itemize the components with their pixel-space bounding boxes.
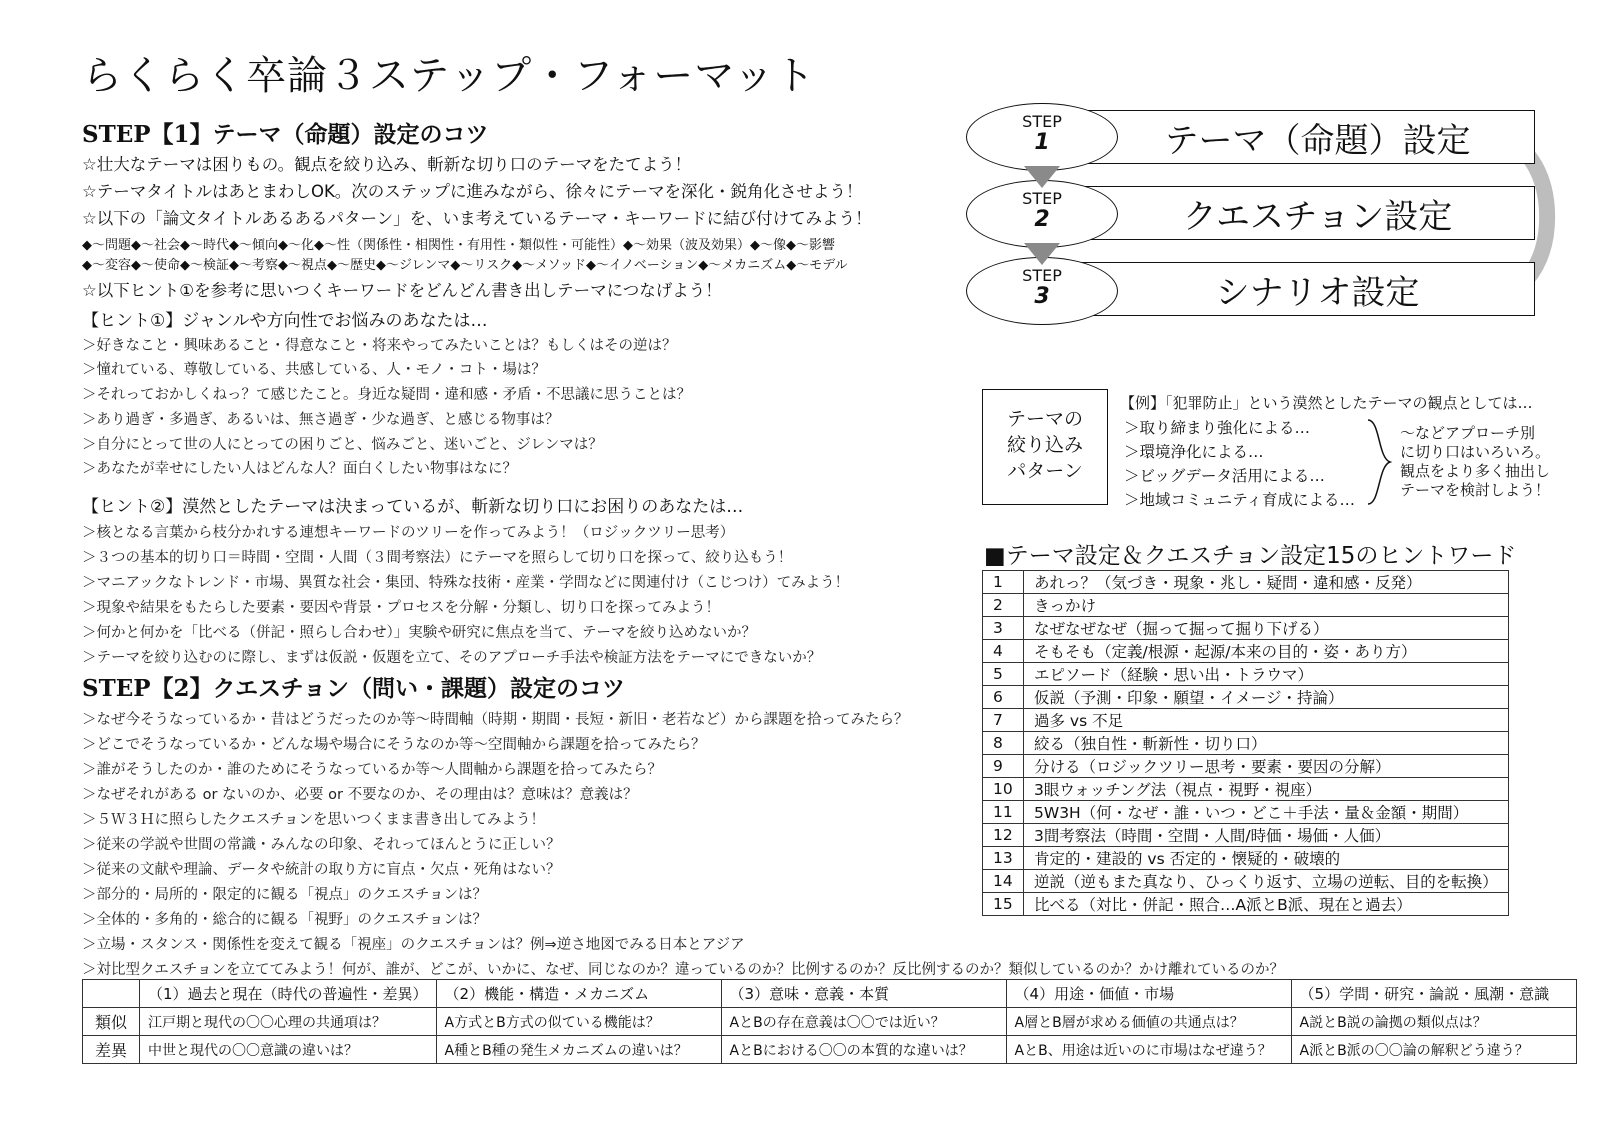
pattern-example-item: ＞地域コミュニティ育成による… [1124,491,1355,509]
step-box-3: シナリオ設定 [1040,262,1535,316]
hint2-item: ＞何かと何かを「比べる（併記・照らし合わせ）」実験や研究に焦点を当て、テーマを絞り込めないか？ [82,625,756,641]
hint-word-text: 3間考察法（時間・空間・人間/時価・場価・人価） [1024,824,1509,847]
hint-word-number: 6 [983,686,1024,709]
comparison-cell: A方式とB方式の似ている機能は？ [436,1008,721,1036]
hint-word-number: 7 [983,709,1024,732]
step-label: STEP [1022,266,1062,285]
comparison-cell: A層とB層が求める価値の共通点は？ [1006,1008,1291,1036]
hint-word-row [983,640,1509,663]
comparison-question-table [82,979,1577,1064]
hint-word-text: そもそも（定義/根源・起源/本来の目的・姿・あり方） [1024,640,1509,663]
comparison-cell: AとBにおける〇〇の本質的な違いは？ [721,1036,1006,1064]
hint1-item: ＞好きなこと・興味あること・得意なこと・将来やってみたいことは？もしくはその逆は？ [82,338,677,354]
hint-word-row [983,778,1509,801]
hint-word-number: 4 [983,640,1024,663]
hint-word-number: 13 [983,847,1024,870]
comparison-header-cell: （3）意味・意義・本質 [721,980,1006,1008]
step-box-1: テーマ（命題）設定 [1040,110,1535,164]
comparison-row-label: 類似 [83,1008,140,1036]
comparison-row [83,1008,1577,1036]
pattern-box-line: 絞り込み [1006,434,1083,456]
comparison-cell: A派とB派の〇〇論の解釈どう違う？ [1291,1036,1576,1064]
hint2-item: ＞現象や結果をもたらした要素・要因や背景・プロセスを分解・分類し、切り口を探ってみよう！ [82,600,720,616]
hint-intro: ☆以下ヒント①を参考に思いつくキーワードをどんどん書き出しテーマにつなげよう！ [82,281,722,300]
hint-word-row [983,824,1509,847]
step2-item: ＞なぜそれがある or ないのか、必要 or 不要なのか、その理由は？意味は？意義は？ [82,787,638,803]
comparison-cell: 中世と現代の〇〇意識の違いは？ [140,1036,437,1064]
pattern-example-title: 【例】「犯罪防止」という漠然としたテーマの観点としては… [1120,394,1533,412]
hint-word-number: 8 [983,732,1024,755]
page-title: らくらく卒論３ステップ・フォーマット [82,53,816,99]
hint-word-row [983,801,1509,824]
pattern-note-line: 観点をより多く抽出し [1400,462,1551,480]
comparison-cell: AとBの存在意義は〇〇では近い？ [721,1008,1006,1036]
step2-item: ＞どこでそうなっているか・どんな場や場合にそうなのか等〜空間軸から課題を拾ってみたら？ [82,737,706,753]
pattern-note [1400,424,1550,500]
hint1-item: ＞憧れている、尊敬している、共感している、人・モノ・コト・場は？ [82,362,546,378]
hint-word-text: 逆説（逆もまた真なり、ひっくり返す、立場の逆転、目的を転換） [1024,870,1509,893]
hint1-title: 【ヒント①】ジャンルや方向性でお悩みのあなたは… [82,311,488,331]
hint-word-row [983,686,1509,709]
pattern-note-line: テーマを検討しよう！ [1400,481,1551,499]
comparison-row-label: 差異 [83,1036,140,1064]
comparison-header-row [83,980,1577,1008]
comparison-header-cell: （1）過去と現在（時代の普遍性・差異） [140,980,437,1008]
hint-word-row [983,709,1509,732]
hint1-item: ＞それっておかしくねっ？て感じたこと。身近な疑問・違和感・矛盾・不思議に思うことは？ [82,387,691,403]
hint-word-number: 2 [983,594,1024,617]
hint-words-table [982,570,1509,916]
hint-word-number: 10 [983,778,1024,801]
step2-item: ＞部分的・局所的・限定的に観る「視点」のクエスチョンは？ [82,887,487,903]
hint-word-number: 1 [983,571,1024,594]
step2-item: ＞なぜ今そうなっているか・昔はどうだったのか等〜時間軸（時期・期間・長短・新旧・老若など）から課題を拾ってみたら？ [82,712,909,728]
comparison-header-cell [83,980,140,1008]
pattern-note-line: に切り口はいろいろ。 [1400,443,1551,461]
hint2-title: 【ヒント②】漠然としたテーマは決まっているが、斬新な切り口にお困りのあなたは… [82,497,744,517]
hint-word-text: 比べる（対比・併記・照合…A派とB派、現在と過去） [1024,893,1509,916]
hint-word-number: 15 [983,893,1024,916]
comparison-row [83,1036,1577,1064]
step-oval-3 [966,257,1118,325]
pattern-example-item: ＞環境浄化による… [1124,443,1264,461]
down-arrow-icon [1024,243,1060,265]
hint1-item: ＞あなたが幸せにしたい人はどんな人？面白くしたい物事はなに？ [82,461,517,477]
step2-item: ＞全体的・多角的・総合的に観る「視野」のクエスチョンは？ [82,912,487,928]
hint1-item: ＞自分にとって世の人にとっての困りごと、悩みごと、迷いごと、ジレンマは？ [82,437,603,453]
comparison-cell: A種とB種の発生メカニズムの違いは？ [436,1036,721,1064]
comparison-header-cell: （4）用途・価値・市場 [1006,980,1291,1008]
step-label: STEP [1022,112,1062,131]
pattern-box-line: テーマの [1006,408,1083,430]
step-box-2: クエスチョン設定 [1040,186,1535,240]
title-pattern-line-1: ◆〜問題◆〜社会◆〜時代◆〜傾向◆〜化◆〜性（関係性・相関性・有用性・類似性・可能性）◆〜効果（波及効果）◆〜像◆〜影響 [82,238,835,253]
comparison-header-cell: （2）機能・構造・メカニズム [436,980,721,1008]
hint-word-text: エピソード（経験・思い出・トラウマ） [1024,663,1509,686]
hint-word-row [983,732,1509,755]
pattern-box-line: パターン [1007,460,1083,482]
comparison-cell: AとB、用途は近いのに市場はなぜ違う？ [1006,1036,1291,1064]
step-number: 3 [1034,284,1050,309]
hint-word-text: 過多 vs 不足 [1024,709,1509,732]
hint1-item: ＞あり過ぎ・多過ぎ、あるいは、無さ過ぎ・少な過ぎ、と感じる物事は？ [82,412,560,428]
pattern-example-item: ＞取り締まり強化による… [1124,419,1311,437]
hint-word-number: 11 [983,801,1024,824]
hint-word-text: あれっ？（気づき・現象・兆し・疑問・違和感・反発） [1024,571,1509,594]
step2-item: ＞従来の文献や理論、データや統計の取り方に盲点・欠点・死角はない？ [82,862,561,878]
hint-word-number: 5 [983,663,1024,686]
step1-line-3: ☆以下の「論文タイトルあるあるパターン」を、いま考えているテーマ・キーワードに結び付けてみよう！ [82,209,872,228]
hint2-item: ＞核となる言葉から枝分かれする連想キーワードのツリーを作ってみよう！（ロジックツリー思考） [82,525,735,541]
hint-word-row [983,663,1509,686]
hint-words-title: ■テーマ設定＆クエスチョン設定15のヒントワード [984,543,1517,569]
step-label: STEP [1022,189,1062,208]
hint-word-text: 仮説（予測・印象・願望・イメージ・持論） [1024,686,1509,709]
title-pattern-line-2: ◆〜変容◆〜使命◆〜検証◆〜考察◆〜視点◆〜歴史◆〜ジレンマ◆〜リスク◆〜メソッド◆〜イノベーション◆〜メカニズム◆〜モデル [82,258,848,273]
hint-word-number: 9 [983,755,1024,778]
hint2-item: ＞テーマを絞り込むのに際し、まずは仮説・仮題を立て、そのアプローチ手法や検証方法をテーマにできないか？ [82,650,822,666]
step-oval-1 [966,103,1118,171]
step2-item: ＞対比型クエスチョンを立ててみよう！何が、誰が、どこが、いかに、なぜ、同じなのか？違っているのか？比例するのか？反比例するのか？類似しているのか？かけ離れているのか？ [82,962,1285,978]
step2-item: ＞５Ｗ３Ｈに照らしたクエスチョンを思いつくまま書き出してみよう！ [82,812,545,828]
step2-item: ＞誰がそうしたのか・誰のためにそうなっているか等〜人間軸から課題を拾ってみたら？ [82,762,662,778]
step2-heading: STEP【2】クエスチョン（問い・課題）設定のコツ [82,675,625,702]
hint-word-number: 12 [983,824,1024,847]
hint-word-text: 絞る（独自性・斬新性・切り口） [1024,732,1509,755]
hint2-item: ＞マニアックなトレンド・市場、異質な社会・集団、特殊な技術・産業・学問などに関連付け（こじつけ）てみよう！ [82,575,850,591]
hint-word-text: 分ける（ロジックツリー思考・要素・要因の分解） [1024,755,1509,778]
step-number: 2 [1034,207,1050,232]
hint-word-text: 5W3H（何・なぜ・誰・いつ・どこ＋手法・量＆金額・期間） [1024,801,1509,824]
right-brace-icon [1364,418,1394,506]
step-number: 1 [1034,130,1050,155]
hint-word-number: 3 [983,617,1024,640]
step1-line-1: ☆壮大なテーマは困りもの。観点を絞り込み、斬新な切り口のテーマをたてよう！ [82,155,692,174]
hint-word-row [983,870,1509,893]
step-oval-2 [966,180,1118,248]
hint-word-text: 3眼ウォッチング法（視点・視野・視座） [1024,778,1509,801]
hint-word-row [983,755,1509,778]
comparison-header-cell: （5）学問・研究・論説・風潮・意識 [1291,980,1576,1008]
step1-line-2: ☆テーマタイトルはあとまわしOK。次のステップに進みながら、徐々にテーマを深化・鋭角化させよう！ [82,182,863,201]
pattern-example-item: ＞ビッグデータ活用による… [1124,467,1325,485]
comparison-cell: A説とB説の論拠の類似点は？ [1291,1008,1576,1036]
comparison-cell: 江戸期と現代の〇〇心理の共通項は？ [140,1008,437,1036]
hint-word-text: 肯定的・建設的 vs 否定的・懐疑的・破壊的 [1024,847,1509,870]
step2-item: ＞立場・スタンス・関係性を変えて観る「視座」のクエスチョンは？例⇒逆さ地図でみる日本とアジア [82,937,745,953]
down-arrow-icon [1024,166,1060,188]
pattern-note-line: 〜などアプローチ別 [1400,424,1536,442]
hint2-item: ＞３つの基本的切り口＝時間・空間・人間（３間考察法）にテーマを照らして切り口を探って、絞り込もう！ [82,550,793,566]
hint-word-row [983,571,1509,594]
hint-word-text: なぜなぜなぜ（掘って掘って掘り下げる） [1024,617,1509,640]
hint-word-row [983,594,1509,617]
hint-word-row [983,847,1509,870]
step2-item: ＞従来の学説や世間の常識・みんなの印象、それってほんとうに正しい？ [82,837,561,853]
theme-narrowing-pattern-box [982,389,1108,505]
hint-word-row [983,893,1509,916]
step1-heading: STEP【1】テーマ（命題）設定のコツ [82,121,489,148]
hint-word-row [983,617,1509,640]
hint-word-number: 14 [983,870,1024,893]
hint-word-text: きっかけ [1024,594,1509,617]
